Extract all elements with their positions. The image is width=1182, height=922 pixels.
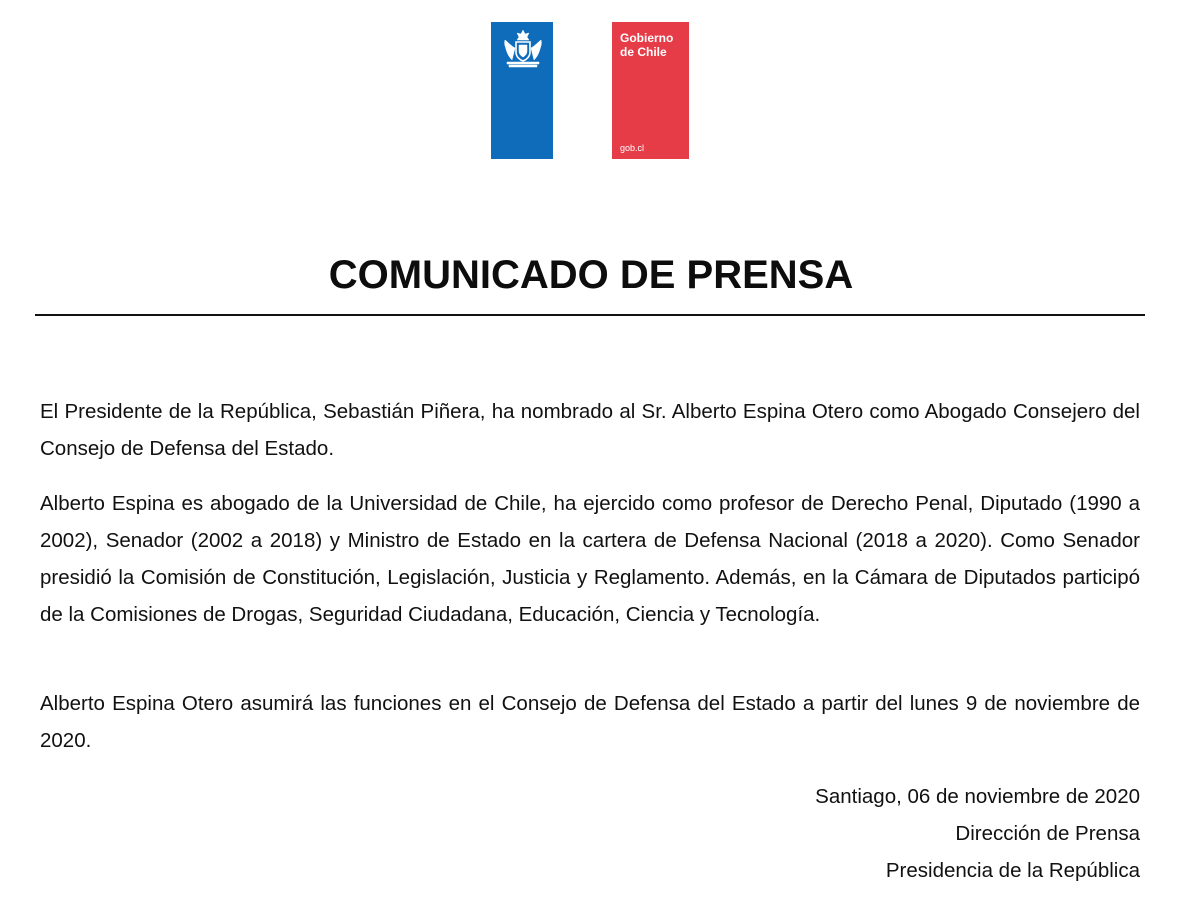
paragraph-biography: Alberto Espina es abogado de la Universidad de Chile, ha ejercido como profesor de Derecho Penal, Diputado (1990 a 2002), Senador (2002 a 2018) y Ministro de Estado en la cartera de Defensa Nacional (2018 a 2020). Como Senador presidió la Comisión de Constitución, Legislación, Justicia y Reglamento. Además, en la Cámara de Diputados participó de la Comisiones de Drogas, Seguridad Ciudadana, Educación, Ciencia y Tecnología.: [40, 492, 1140, 626]
signature-block: [815, 778, 1140, 889]
gobierno-de-chile-panel: [612, 22, 689, 159]
logo-text-de-chile: de Chile: [620, 45, 667, 59]
signature-institution: Presidencia de la República: [885, 859, 1140, 882]
paragraph-appointment: El Presidente de la República, Sebastián Piñera, ha nombrado al Sr. Alberto Espina Otero como Abogado Consejero del Consejo de Defensa del Estado.: [40, 400, 1140, 460]
coat-of-arms-panel: [491, 22, 553, 159]
page-title: COMUNICADO DE PRENSA: [328, 253, 854, 297]
government-logo: [491, 22, 689, 159]
title-divider: [35, 314, 1145, 316]
signature-office: Dirección de Prensa: [955, 822, 1140, 845]
signature-place-date: Santiago, 06 de noviembre de 2020: [815, 785, 1140, 808]
coat-of-arms-icon: [499, 28, 547, 68]
logo-text-gob-cl: gob.cl: [620, 143, 645, 153]
paragraph-start-date: Alberto Espina Otero asumirá las funciones en el Consejo de Defensa del Estado a partir del lunes 9 de noviembre de 2020.: [40, 692, 1140, 752]
logo-text-gobierno: Gobierno: [620, 31, 674, 45]
